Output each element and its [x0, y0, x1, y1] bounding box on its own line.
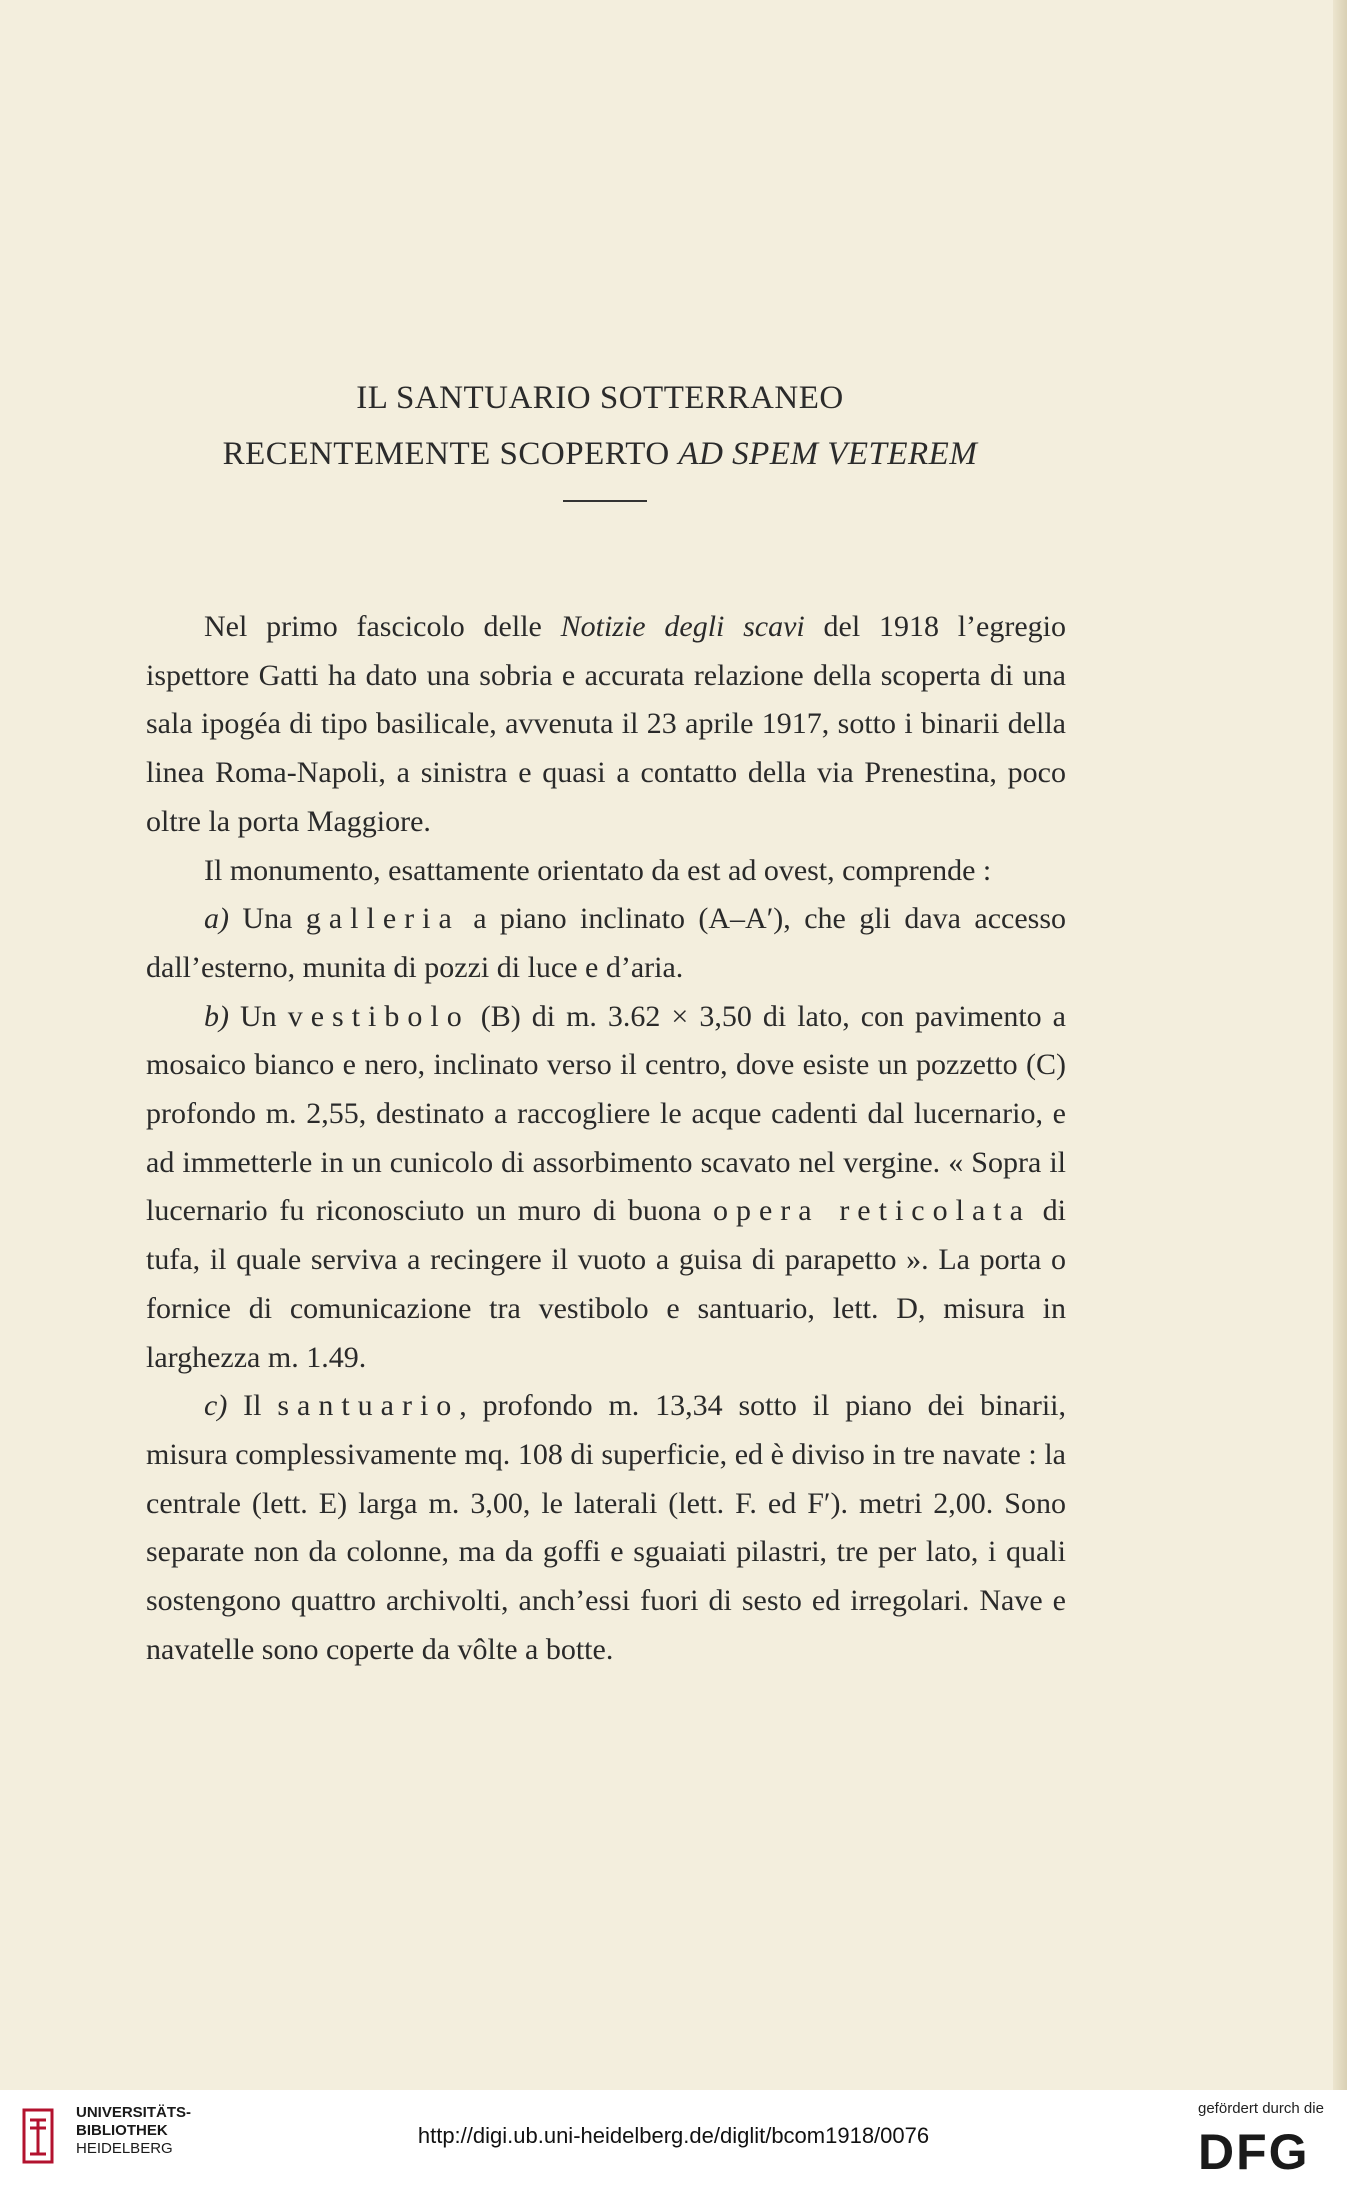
item-a-spaced-term: galleria	[305, 902, 460, 936]
item-c-spaced-term: santuario	[277, 1389, 460, 1423]
item-a-label: a)	[204, 902, 229, 936]
title-line-2-roman: RECENTEMENTE SCOPERTO	[222, 436, 679, 472]
article-title	[0, 373, 1200, 479]
item-b-spaced-term-2: opera reticolata	[712, 1194, 1031, 1228]
item-b-text-start: Un	[229, 999, 288, 1033]
library-line-3: HEIDELBERG	[76, 2140, 173, 2157]
library-line-1: UNIVERSITÄTS-	[76, 2104, 192, 2121]
item-b-spaced-term: vestibolo	[287, 999, 470, 1033]
journal-title: Notizie degli scavi	[560, 610, 805, 643]
funded-by-caption: gefördert durch die	[1198, 2100, 1324, 2117]
dfg-logo: DFG	[1198, 2124, 1310, 2180]
library-line-2: BIBLIOTHEK	[76, 2122, 168, 2139]
paragraph-intro	[146, 603, 1066, 847]
intro-text-start: Nel primo fascicolo delle	[204, 610, 561, 643]
paragraph-c	[146, 1382, 1066, 1674]
page-edge-shadow	[1333, 0, 1347, 2090]
item-b-label: b)	[204, 999, 229, 1033]
paragraph-b	[146, 993, 1066, 1383]
item-b-text-middle: (B) di m. 3.62 × 3,50 di lato, con pavimento a mosaico bianco e nero, inclinato verso il centro, dove esiste un pozzetto (C) profondo m. 2,55, destinato a raccogliere le acque cadenti dal lucernario, e ad immetterle in un cunicolo di assorbimento scavato nel vergine. « Sopra il lucernario fu riconosciuto un muro di buona	[146, 999, 1067, 1228]
item-b-text-rest: di tufa, il quale serviva a recingere il vuoto a guisa di parapetto ». La porta o fornice di comunicazione tra vestibolo e santuario, lett. D, misura in larghezza m. 1.49.	[146, 1194, 1066, 1374]
intro-text-rest: del 1918 l’egregio ispettore Gatti ha dato una sobria e accurata relazione della scoperta di una sala ipogéa di tipo basilicale, avvenuta il 23 aprile 1917, sotto i binarii della linea Roma-Napoli, a sinistra e quasi a contatto della via Prenestina, poco oltre la porta Maggiore.	[146, 610, 1066, 838]
item-a-text-rest: a piano inclinato (A–A′), che gli dava accesso dall’esterno, munita di pozzi di luce e d’aria.	[146, 902, 1066, 984]
paragraph-monument: Il monumento, esattamente orientato da est ad ovest, comprende :	[204, 853, 992, 887]
title-line-2	[0, 429, 1200, 479]
paragraph-a	[146, 895, 1066, 992]
item-c-label: c)	[204, 1389, 228, 1423]
article-body	[146, 603, 1066, 1674]
item-c-text-start: Il	[227, 1389, 278, 1423]
item-a-text-start: Una	[229, 902, 306, 936]
title-line-2-italic: AD SPEM VETEREM	[678, 436, 978, 472]
item-c-text-rest: , profondo m. 13,34 sotto il piano dei binarii, misura complessivamente mq. 108 di superficie, ed è diviso in tre navate : la centrale (lett. E) larga m. 3,00, le laterali (lett. F. ed F′). metri 2,00. Sono separate non da colonne, ma da goffi e sguaiati pilastri, tre per lato, i quali sostengono quattro archivolti, anch’essi fuori di sesto ed irregolari. Nave e navatelle sono coperte da vôlte a botte.	[146, 1389, 1066, 1666]
permalink-url[interactable]: http://digi.ub.uni-heidelberg.de/diglit/bcom1918/0076	[417, 2123, 930, 2148]
title-line-1: IL SANTUARIO SOTTERRANEO	[356, 380, 844, 416]
title-divider	[563, 500, 647, 502]
